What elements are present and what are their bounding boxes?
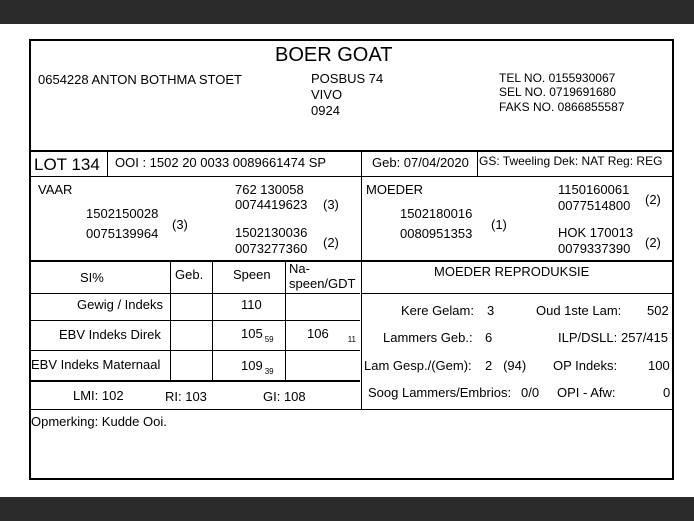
repro-weaned-label: Lam Gesp./(Gem): xyxy=(364,358,472,373)
sire-sire-number: 0074419623 xyxy=(235,197,308,212)
sire-label: VAAR xyxy=(38,182,73,197)
divider-pedigree xyxy=(29,260,674,262)
row-direct-speen: 105 $_{59}$ xyxy=(241,326,274,344)
fax-number: FAKS NO. 0866855587 xyxy=(499,100,625,114)
sire-sire-count: (3) xyxy=(323,197,339,212)
repro-ilp-label: ILP/DSLL: xyxy=(558,330,618,345)
divider-si-row2 xyxy=(29,350,360,351)
dam-number: 0080951353 xyxy=(400,226,473,241)
remarks: Opmerking: Kudde Ooi. xyxy=(31,414,167,429)
divider-indexes xyxy=(29,409,674,410)
reproduction-title: MOEDER REPRODUKSIE xyxy=(434,264,590,279)
divider-si-col3 xyxy=(285,260,286,381)
sire-sire-id: 762 130058 xyxy=(235,182,304,197)
repro-lambs-born-value: 6 xyxy=(485,330,493,345)
divider-repro-header xyxy=(361,293,674,294)
repro-opi-value: 0 xyxy=(663,385,671,400)
dam-dam-count: (2) xyxy=(645,235,661,250)
sire-id: 1502150028 xyxy=(86,206,159,221)
repro-op-index-label: OP Indeks: xyxy=(553,358,618,373)
repro-first-lamb-age-value: 502 xyxy=(647,303,669,318)
row-maternal-speen: 109 $_{39}$ xyxy=(241,358,274,376)
repro-lambs-born-label: Lammers Geb.: xyxy=(383,330,473,345)
sire-dam-id: 1502130036 xyxy=(235,225,308,240)
divider-si-col1 xyxy=(170,260,171,381)
tel-number: TEL NO. 0155930067 xyxy=(499,71,616,85)
dam-sire-id: 1150160061 xyxy=(558,182,630,197)
divider-si-header xyxy=(29,293,360,294)
row-direct-label: EBV Indeks Direk xyxy=(59,327,161,342)
sire-number: 0075139964 xyxy=(86,226,159,241)
dam-dam-id: HOK 170013 xyxy=(558,225,634,240)
divider-si-col2 xyxy=(212,260,213,381)
address-line-2: VIVO xyxy=(311,87,343,102)
dam-dam-number: 0079337390 xyxy=(558,241,631,256)
ri-index: RI: 103 xyxy=(165,389,207,404)
birth-date: Geb: 07/04/2020 xyxy=(372,155,469,170)
dam-label: MOEDER xyxy=(366,182,424,197)
lot-card xyxy=(0,24,694,497)
row-weight-label: Gewig / Indeks xyxy=(77,297,163,312)
birth-header: Geb. xyxy=(175,267,204,282)
owner-name: 0654228 ANTON BOTHMA STOET xyxy=(38,72,242,87)
divider-lot xyxy=(29,176,674,177)
divider-lot-right xyxy=(477,150,478,176)
divider-si-row1 xyxy=(29,320,360,321)
address-line-1: POSBUS 74 xyxy=(311,71,384,86)
weaning-header: Speen xyxy=(233,267,271,282)
lmi-index: LMI: 102 xyxy=(73,388,124,403)
repro-lambings-value: 3 xyxy=(487,303,495,318)
repro-suckling-label: Soog Lammers/Embrios: xyxy=(368,385,512,400)
dam-id: 1502180016 xyxy=(400,206,473,221)
lot-number: LOT 134 xyxy=(34,155,100,174)
si-header: SI% xyxy=(80,270,104,285)
divider-lot-mid xyxy=(361,150,362,176)
repro-ilp-value: 257/415 xyxy=(621,330,668,345)
address-line-3: 0924 xyxy=(311,103,340,118)
gs-info: GS: Tweeling Dek: NAT Reg: REG xyxy=(479,154,663,168)
repro-first-lamb-age-label: Oud 1ste Lam: xyxy=(536,303,622,318)
sire-count: (3) xyxy=(172,217,188,232)
repro-op-index-value: 100 xyxy=(648,358,670,373)
post-weaning-header-1: Na- xyxy=(289,261,310,276)
repro-suckling-value: 0/0 xyxy=(521,385,540,400)
gi-index: GI: 108 xyxy=(263,389,306,404)
dam-sire-number: 0077514800 xyxy=(558,198,631,213)
breed-title: BOER GOAT xyxy=(275,44,393,66)
post-weaning-header-2: speen/GDT xyxy=(289,276,356,291)
repro-opi-label: OPI - Afw: xyxy=(557,385,616,400)
sire-dam-count: (2) xyxy=(323,235,339,250)
row-direct-naspeen: 106 $_{11}$ xyxy=(307,326,357,344)
ewe-id: OOI : 1502 20 0033 0089661474 SP xyxy=(115,155,327,170)
cell-number: SEL NO. 0719691680 xyxy=(499,85,616,99)
repro-weaned-value: 2 (94) xyxy=(485,358,527,373)
divider-header xyxy=(29,150,674,152)
dam-sire-count: (2) xyxy=(645,192,661,207)
divider-si-row3 xyxy=(29,380,360,382)
divider-pedigree-mid xyxy=(361,176,362,410)
row-weight-speen: 110 xyxy=(241,297,262,312)
divider-lot-left xyxy=(107,150,108,176)
repro-lambings-label: Kere Gelam: xyxy=(401,303,474,318)
sire-dam-number: 0073277360 xyxy=(235,241,308,256)
row-maternal-label: EBV Indeks Maternaal xyxy=(31,357,161,372)
dam-count: (1) xyxy=(491,217,507,232)
